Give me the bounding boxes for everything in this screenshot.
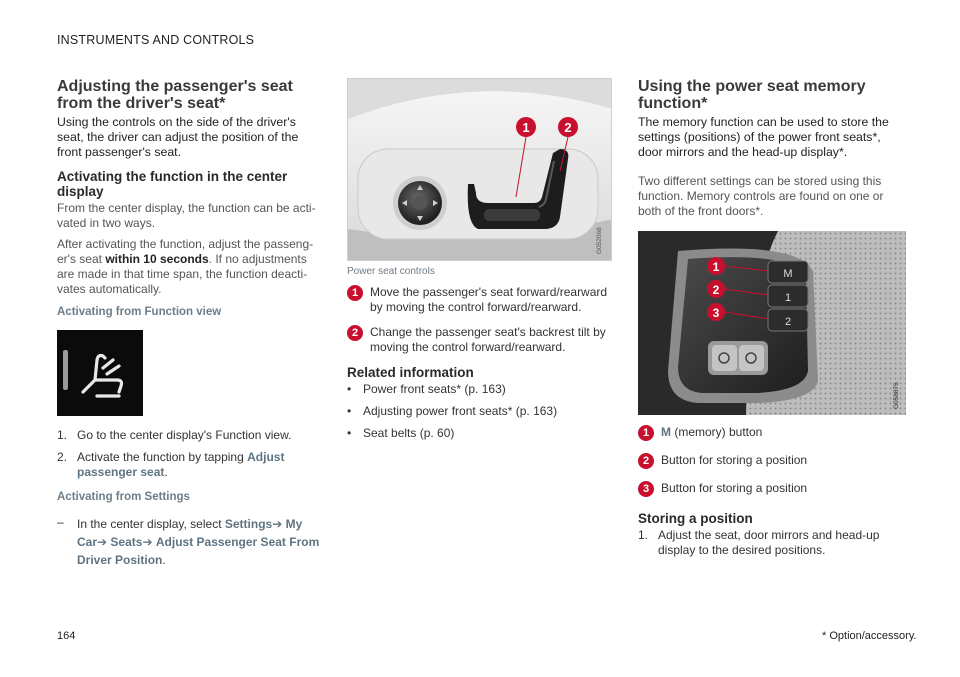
function-view-steps: [57, 428, 322, 480]
storing-position-heading: Storing a position: [638, 511, 753, 526]
paragraph-timeout: After activating the function, adjust the passeng-er's seat within 10 seconds. If no adjustments are made in that time span, the function deacti-vates automatically.: [57, 237, 314, 296]
related-list: [347, 382, 612, 441]
memory-buttons-illustration: [638, 231, 906, 415]
callout-2-marker: 2: [712, 283, 720, 297]
callout-1-marker: 1: [522, 120, 530, 135]
column-1: [57, 78, 322, 569]
settings-path-adjust-passenger: Adjust Passenger Seat From Driver Position: [77, 535, 320, 567]
arrow-right-icon: ➔: [272, 517, 283, 531]
column-2: [347, 78, 612, 448]
image-caption: Power seat controls: [347, 266, 435, 277]
related-information-heading: Related information: [347, 365, 474, 380]
subheading-activating: Activating the function in the center display: [57, 169, 288, 199]
callout-3-marker: 3: [712, 306, 720, 320]
column-3: [638, 78, 906, 565]
callout-number-badge: 2: [638, 453, 654, 469]
settings-path-settings: Settings: [224, 517, 273, 531]
list-item: 2. Activate the function by tapping Adjust passenger seat.: [57, 450, 285, 479]
image-code: G052068: [596, 227, 603, 254]
image-code: G058876: [893, 382, 900, 409]
callout-1-marker: 1: [712, 260, 720, 274]
power-seat-controls-image: [347, 78, 612, 261]
related-link[interactable]: • Power front seats* (p. 163): [347, 382, 506, 396]
seat-controls-illustration: [348, 79, 612, 261]
related-link[interactable]: • Seat belts (p. 60): [347, 426, 455, 440]
page-number: 164: [57, 630, 76, 642]
settings-path-seats: Seats: [110, 535, 143, 549]
memory-1-button: 1: [784, 292, 792, 304]
memory-controls-image: [638, 231, 906, 415]
memory-intro-text: The memory function can be used to store the settings (positions) of the power front seats*, door mirrors and the head-up display*.: [638, 115, 889, 159]
callout-item: 1 Move the passenger's seat forward/rearward by moving the control forward/rearward.: [347, 285, 612, 315]
footnote: * Option/accessory.: [822, 630, 917, 642]
section-title-memory: Using the power seat memory function*: [638, 78, 866, 112]
callout-item: 1 M (memory) button: [638, 425, 906, 441]
callout-number-badge: 2: [347, 325, 363, 341]
callout-number-badge: 1: [638, 425, 654, 441]
memory-paragraph: Two different settings can be stored using this function. Memory controls are found on one or both of the front doors*.: [638, 174, 884, 218]
paragraph-two-ways: From the center display, the function can be acti-vated in two ways.: [57, 201, 316, 230]
adjust-passenger-seat-link: Adjust passenger seat: [77, 450, 285, 479]
callout-number-badge: 3: [638, 481, 654, 497]
storing-steps: [638, 528, 906, 558]
callout-number-badge: 1: [347, 285, 363, 301]
arrow-right-icon: ➔: [97, 535, 108, 549]
list-item: 1. Adjust the seat, door mirrors and head-up display to the desired positions.: [638, 528, 880, 557]
function-view-seat-image: [57, 330, 143, 416]
intro-text: Using the controls on the side of the driver's seat, the driver can adjust the position of the front passenger's seat.: [57, 115, 299, 159]
memory-2-button: 2: [784, 316, 792, 328]
seat-adjust-icon: [57, 330, 143, 416]
settings-path-mycar: My Car: [77, 517, 303, 549]
memory-m-button: M: [783, 268, 793, 280]
heading-function-view: Activating from Function view: [57, 306, 222, 318]
section-header: INSTRUMENTS AND CONTROLS: [57, 33, 255, 47]
callout-item: 2 Change the passenger seat's backrest tilt by moving the control forward/rearward.: [347, 325, 612, 355]
callout-item: 2 Button for storing a position: [638, 453, 906, 469]
section-title-passenger-seat: Adjusting the passenger's seat from the driver's seat*: [57, 78, 293, 112]
callout-2-marker: 2: [564, 120, 572, 135]
settings-instruction: – In the center display, select Settings➔ My Car➔ Seats➔ Adjust Passenger Seat From Driver Position.: [57, 515, 320, 567]
list-item: 1. Go to the center display's Function view.: [57, 428, 292, 442]
heading-settings: Activating from Settings: [57, 491, 190, 503]
related-link[interactable]: • Adjusting power front seats* (p. 163): [347, 404, 558, 418]
arrow-right-icon: ➔: [142, 535, 153, 549]
callout-item: 3 Button for storing a position: [638, 481, 906, 497]
